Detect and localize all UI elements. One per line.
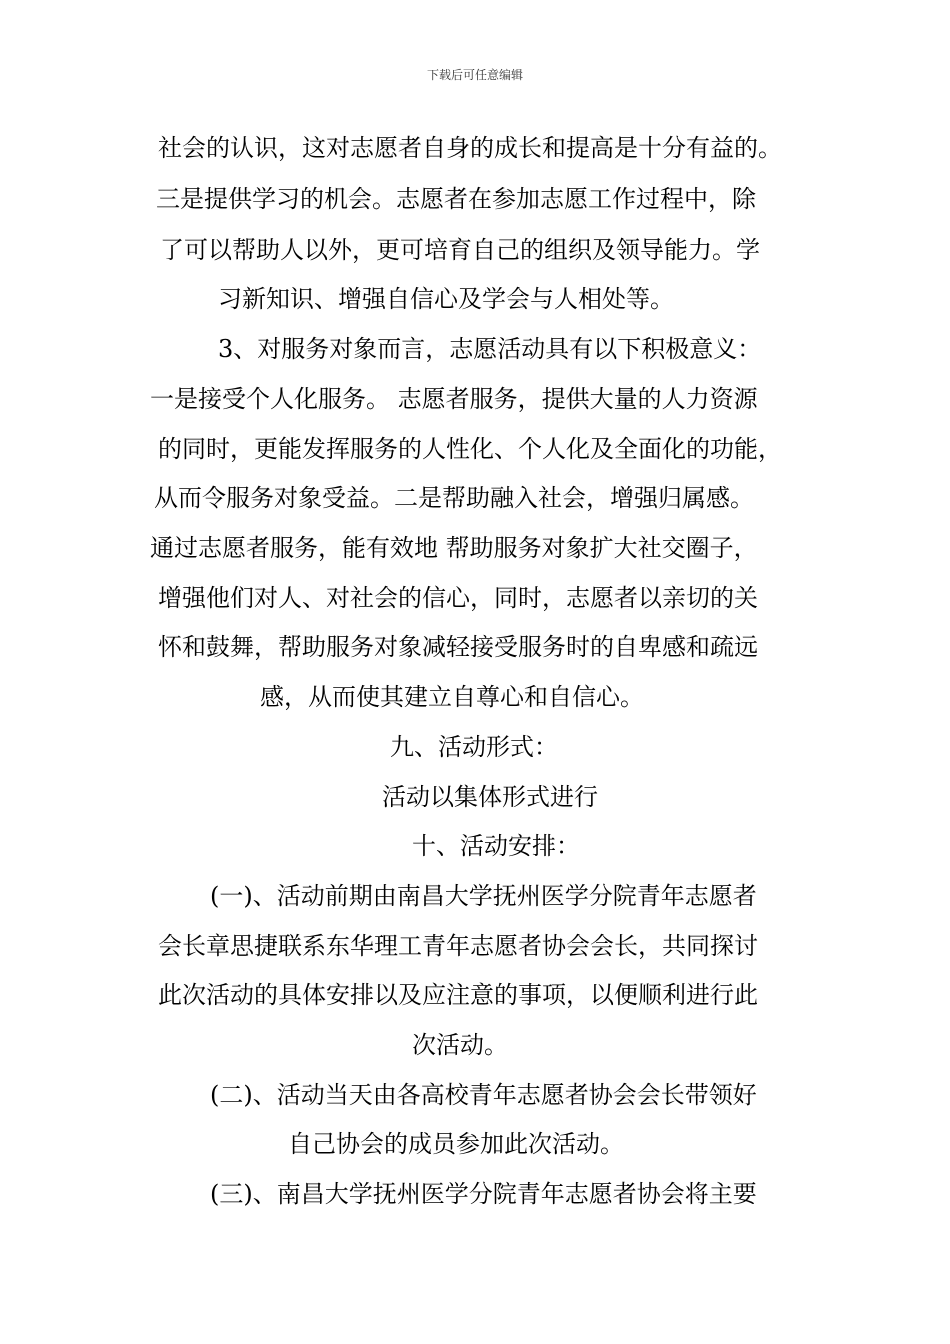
text-line: 一是接受个人化服务。 志愿者服务，提供大量的人力资源 <box>150 385 758 413</box>
page-header: 下载后可任意编辑 <box>426 68 523 82</box>
section-heading: 九、活动形式： <box>390 733 558 761</box>
text-line: 从而令服务对象受益。二是帮助融入社会，增强归属感。 <box>154 484 754 512</box>
text-line: 自己协会的成员参加此次活动。 <box>288 1130 624 1158</box>
text-line: (一)、活动前期由南昌大学抚州医学分院青年志愿者 <box>210 882 757 910</box>
text-line: 社会的认识，这对志愿者自身的成长和提高是十分有益的。 <box>158 134 782 162</box>
section-heading: 十、活动安排： <box>412 832 580 860</box>
text-line: 增强他们对人、对社会的信心，同时，志愿者以亲切的关 <box>158 584 758 612</box>
text-line: 三是提供学习的机会。志愿者在参加志愿工作过程中，除 <box>156 185 756 213</box>
text-line: 活动以集体形式进行 <box>382 783 598 811</box>
text-line: 通过志愿者服务，能有效地 帮助服务对象扩大社交圈子， <box>150 534 758 562</box>
text-line: 感，从而使其建立自尊心和自信心。 <box>260 683 644 711</box>
text-line: 习新知识、增强自信心及学会与人相处等。 <box>218 285 674 313</box>
text-line: 了可以帮助人以外，更可培育自己的组织及领导能力。学 <box>160 236 760 264</box>
text-line: 次活动。 <box>412 1031 508 1059</box>
text-line: (三)、南昌大学抚州医学分院青年志愿者协会将主要 <box>210 1180 757 1208</box>
text-line: 怀和鼓舞，帮助服务对象减轻接受服务时的自卑感和疏远 <box>158 633 758 661</box>
text-line: 会长章思捷联系东华理工青年志愿者协会会长，共同探讨 <box>158 932 758 960</box>
text-line: (二)、活动当天由各高校青年志愿者协会会长带领好 <box>210 1081 757 1109</box>
text-line: 3、对服务对象而言，志愿活动具有以下积极意义： <box>218 335 762 363</box>
text-line: 的同时，更能发挥服务的人性化、个人化及全面化的功能， <box>158 435 782 463</box>
text-line: 此次活动的具体安排以及应注意的事项，以便顺利进行此 <box>158 981 758 1009</box>
